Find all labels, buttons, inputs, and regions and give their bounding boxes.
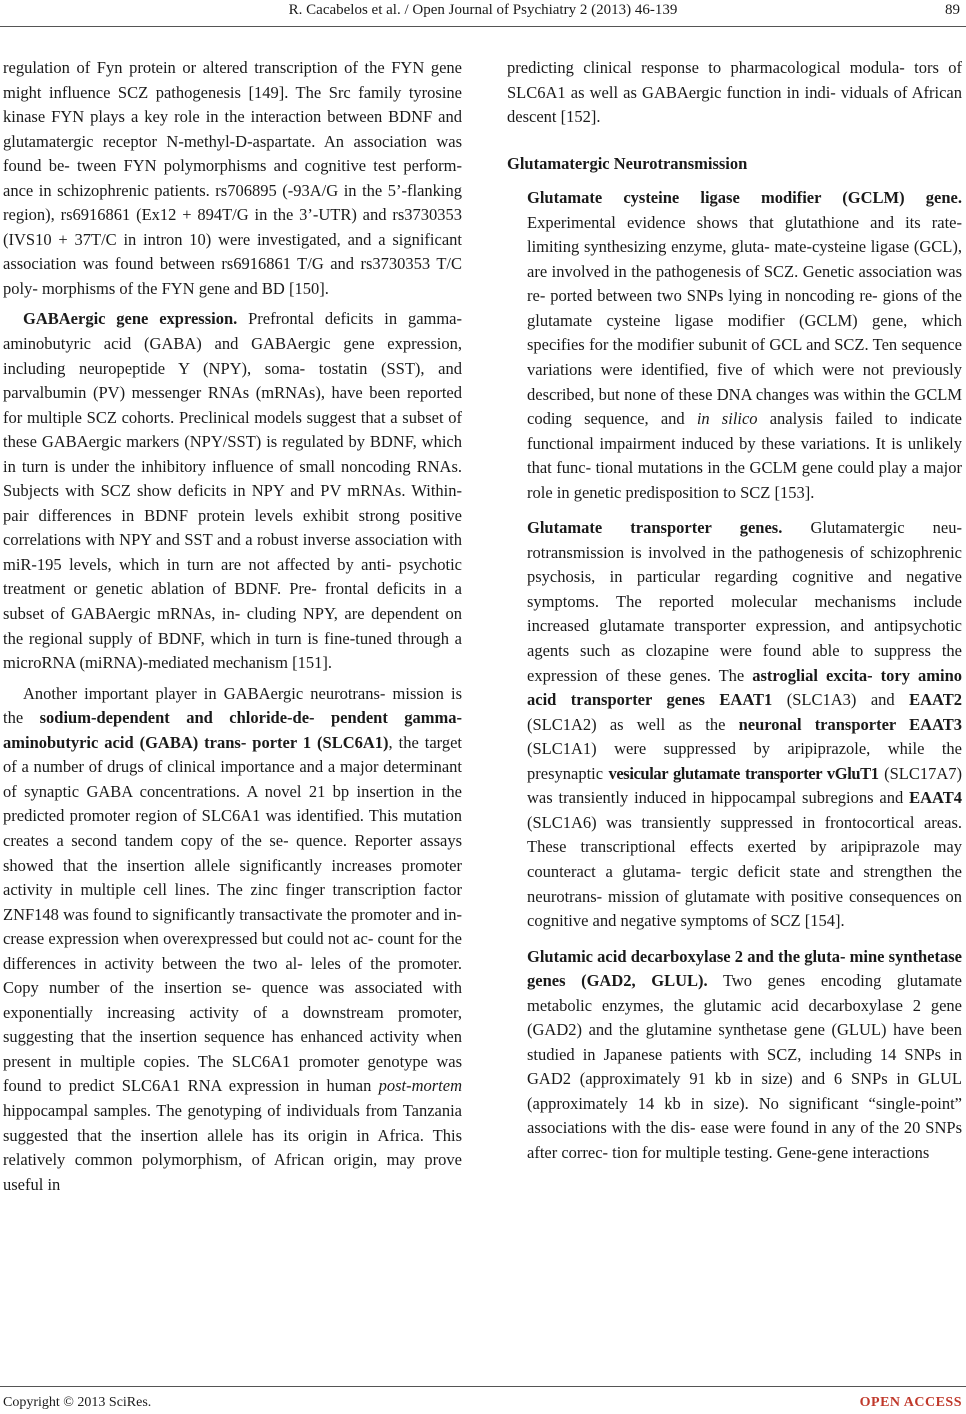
- copyright-notice: Copyright © 2013 SciRes.: [3, 1395, 152, 1410]
- gt-text-b: (SLC1A3) and: [772, 690, 910, 710]
- term-vglut1: vesicular glutamate transporter vGluT1: [608, 763, 879, 783]
- page-header: [0, 0, 966, 28]
- paragraph-slc6a1: [3, 682, 462, 1197]
- open-access-label: OPEN ACCESS: [859, 1395, 962, 1410]
- paragraph-gclm-text-a: Experimental evidence shows that glutathione and its rate-limiting synthesizing enzyme, gluta- mate-cysteine ligase (GCL), are involved in the pathogenesis of SCZ. Genetic association was re- ported between two SNPs lying in noncoding re- gions of the glutamate cysteine ligase modifier (GCLM) gene, which specifies for the modifier subunit of GCL and SCZ. Ten sequence variations were identified, five of which were not previously described, but none of these DNA changes was within the GCLM coding sequence, and: [527, 212, 962, 429]
- paragraph-slc6a1-text-c: hippocampal samples. The genotyping of individuals from Tanzania suggested that the insertion allele has its origin in Africa. This relatively common polymorphism, of African origin, may prove useful in: [3, 1100, 462, 1194]
- gt-text-f: (SLC1A6) was transiently suppressed in frontocortical areas. These transcriptional effects exerted by aripiprazole may counteract a glutama- tergic deficit state and strengthen the neurotrans- mission of glutamate with positive consequences on cognitive and negative symptoms of SCZ [154].: [527, 812, 962, 931]
- gt-text-a: Glutamatergic neu- rotransmission is involved in the pathogenesis of schizophrenic psychosis, in particular regarding cognitive and negative symptoms. The reported molecular mechanisms include increased glutamate transporter expression, and antipsychotic agents such as clozapine were found able to suppress the expression of these genes. The: [527, 518, 962, 685]
- paragraph-slc6a1-text-b: , the target of a number of drugs of clinical importance and a major determinant of synaptic GABA concentrations. A novel 21 bp insertion in the predicted promoter region of SLC6A1 was identified. This mutation creates a second tandem copy of the se- quence. Reporter assays showed that the insertion allele significantly increases promoter activity in multiple cell lines. The zinc finger transcription factor ZNF148 was found to significantly transactivate the promoter and in- crease expression when overexpressed but could not ac- count for the differences in activity between the two al- leles of the promoter. Copy number of the insertion se- quence was associated with exponentially increasing activity of a downstream promoter, suggesting that the insertion sequence has enhanced activity when present in multiple copies. The SLC6A1 promoter genotype was found to predict SLC6A1 RNA expression in human: [3, 732, 462, 1096]
- paragraph-gad2-glul-body: Two genes encoding glutamate metabolic enzymes, the glutamic acid decarboxylase 2 gene (GAD2) and the glutamine synthetase gene (GLUL) have been studied in Japanese patients with SCZ, including 14 SNPs in GAD2 (approximately 91 kb in size) and 6 SNPs in GLUL (approximately 14 kb in size). No significant “single-point” associations with the dis- ease were found in any of the 20 SNPs after correc- tion for multiple testing. Gene-gene interactions: [527, 971, 962, 1162]
- gt-text-c: (SLC1A2) as well as the: [527, 714, 739, 734]
- term-post-mortem: post-mortem: [378, 1076, 462, 1096]
- paragraph-slc6a1-text-a: Another important player in GABAergic neurotrans- mission is the: [3, 683, 462, 728]
- term-in-silico: in silico: [696, 409, 758, 429]
- paragraph-fyn: regulation of Fyn protein or altered transcription of the FYN gene might influence SCZ pathogenesis [149]. The Src family tyrosine kinase FYN plays a key role in the interaction between BDNF and glutamatergic receptor N-methyl-D-aspartate. An association was found be- tween FYN polymorphisms and cognitive test perform- ance in schizophrenic patients. rs706895 (-93A/G in the 5’-flanking region), rs6916861 (Ex12 + 894T/G in the 3’-UTR) and rs3730353 (IVS10 + 37T/C in intron 10) were investigated, and a significant association was found between rs6916861 T/G and rs3730353 T/C poly- morphisms of the FYN gene and BD [150].: [3, 58, 462, 298]
- gt-text-d: (SLC1A1) were suppressed by aripiprazole, while the presynaptic: [527, 739, 962, 783]
- paragraph-gabaergic: [3, 307, 462, 675]
- right-column-subsections: [507, 186, 962, 1165]
- term-eaat2: EAAT2: [909, 690, 962, 710]
- paragraph-gclm-text-b: analysis failed to indicate functional impairment induced by these variations. It is unlikely that func- tional mutations in the GCLM gene could play a major role in genetic predisposition to SCZ [153].: [527, 409, 962, 502]
- heading-gad2-glul: Glutamic acid decarboxylase 2 and the gluta- mine synthetase genes (GAD2, GLUL).: [527, 946, 962, 991]
- page-number: 89: [945, 2, 960, 18]
- right-column: [507, 56, 962, 1166]
- heading-gabaergic-gene-expression: GABAergic gene expression.: [23, 309, 238, 329]
- paragraph-gad2-glul: [527, 945, 962, 1166]
- section-heading-glutamatergic: Glutamatergic Neurotransmission: [507, 153, 748, 173]
- footer-rule: [0, 1386, 966, 1387]
- header-rule: [0, 26, 966, 27]
- term-slc6a1: sodium-dependent and chloride-de- pendent gamma-aminobutyric acid (GABA) trans- porter 1 (SLC6A1): [3, 708, 462, 752]
- term-eaat1: astroglial excita- tory amino acid transporter genes EAAT1: [527, 665, 962, 710]
- paragraph-gclm: [527, 186, 962, 505]
- term-eaat3: neuronal transporter EAAT3: [738, 714, 962, 734]
- heading-glutamate-transporter: Glutamate transporter genes.: [527, 518, 783, 538]
- term-eaat4: EAAT4: [909, 788, 962, 808]
- paragraph-gabaergic-body: Prefrontal deficits in gamma-aminobutyric acid (GABA) and GABAergic gene expression, including neuropeptide Y (NPY), soma- tostatin (SST), and parvalbumin (PV) messenger RNAs (mRNAs), have been reported for multiple SCZ cohorts. Preclinical models suggest that a subset of these GABAergic markers (NPY/SST) is regulated by BDNF, which in turn is under the inhibitory influence of small noncoding RNAs. Subjects with SCZ show deficits in NPY and PV mRNAs. Within-pair differences in BDNF protein levels exhibit strong positive correlations with NPY and SST and a robust inverse association with miR-195 levels, which in turn are not affected by anti- psychotic treatment or genetic ablation of BDNF. Pre- frontal deficits in a subset of GABAergic mRNAs, in- cluding NPY, are dependent on the regional supply of BDNF, which in turn is fine-tuned through a microRNA (miRNA)-mediated mechanism [151].: [3, 309, 462, 673]
- running-title: R. Cacabelos et al. / Open Journal of Psychiatry 2 (2013) 46-139: [288, 2, 678, 18]
- left-column: [3, 56, 462, 1197]
- paragraph-glutamate-transporter: [527, 516, 962, 933]
- gt-text-e: (SLC17A7) was transiently induced in hippocampal subregions and: [527, 763, 962, 808]
- paragraph-slc6a1-continued: predicting clinical response to pharmacological modula- tors of SLC6A1 as well as GABAergic function in indi- viduals of African descent [152].: [507, 58, 962, 127]
- heading-gclm: Glutamate cysteine ligase modifier (GCLM) gene.: [527, 188, 962, 208]
